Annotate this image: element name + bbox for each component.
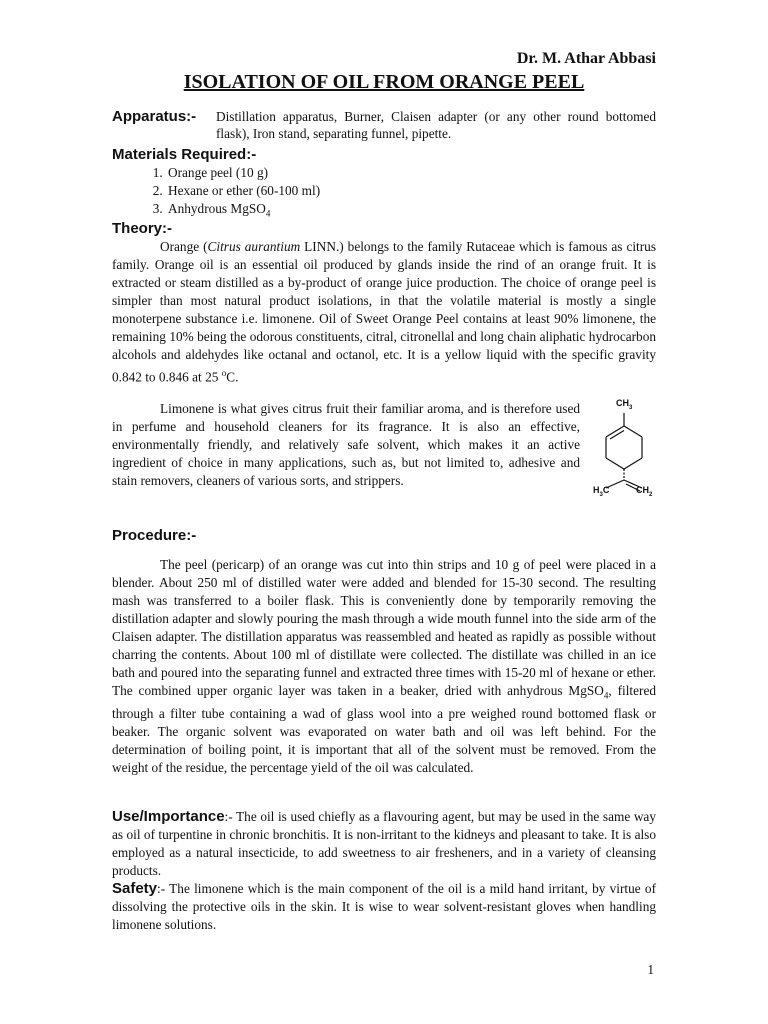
page-number: 1 — [647, 962, 654, 977]
theory-paragraph-2: Limonene is what gives citrus fruit their familiar aroma, and is therefore used in perfume and household cleaners for its fragrance. It is also an effective, environmentally friendly, and relatively safe solvent, which makes it an active ingredient of choice in many applications, such as, but not limited to, adhesive and stain removers, cleaners of various sorts, and strippers. — [112, 401, 580, 488]
apparatus-text: Distillation apparatus, Burner, Claisen adapter (or any other round bottomed flask), Iron stand, separating funnel, pipette. — [216, 109, 656, 141]
procedure-paragraph: The peel (pericarp) of an orange was cut into thin strips and 10 g of peel were placed in a blender. About 250 ml of distilled water were added and blended for 15-30 second. The resulting mash was transferred to a boiler flask. This is conveniently done by temporarily removing the distillation adapter and slowly pouring the mash through a wide mouth funnel into the side arm of the Claisen adapter. The distillation apparatus was reassembled and heated as rapidly as possible without charring the contents. About 100 ml of distillate were collected. The distillate was chilled in an ice bath and poured into the separating funnel and extracted three times with 15-20 ml of hexane or ether. The combined upper organic layer was taken in a beaker, dried with anhydrous MgSO$_4$, filtered through a filter tube containing a wad of glass wool into a pre weighed round bottomed flask or beaker. The organic solvent was evaporated on water bath and oil was left behind. For the determination of boiling point, it is important that all of the solvent must be removed. From the weight of the residue, the percentage yield of the oil was calculated. — [112, 557, 656, 775]
materials-heading: Materials Required:- — [112, 146, 257, 163]
safety-label: Safety — [112, 880, 158, 897]
use-paragraph: Use/Importance:- The oil is used chiefly as a flavouring agent, but may be used in the same way as oil of turpentine in chronic bronchitis. It is non-irritant to the kidneys and pleasant to take. It is also employed as a natural insecticide, to add sweetness to air fresheners, and in a variety of cleansing products. — [112, 808, 656, 878]
procedure-heading: Procedure:- — [112, 527, 197, 544]
list-item: 3. Anhydrous MgSO$_4$ — [166, 200, 320, 223]
theory-paragraph-1: Orange (Citrus aurantium LINN.) belongs to the family Rutaceae which is famous as citrus family. Orange oil is an essential oil produced by glands inside the rind of an orange fruit. It is extracted or steam distilled as a by-product of orange juice production. The choice of orange peel is simpler than most natural product isolations, in that the volatile material is mostly a single monoterpene substance i.e. limonene. Oil of Sweet Orange Peel contains at least 90% limonene, the remaining 10% being the odorous constituents, citral, citronellal and long chain aliphatic hydrocarbon alcohols and aldehydes like octanal and octanol, etc. It is a yellow liquid with the specific gravity 0.842 to 0.846 at 25 $^o$C. — [112, 239, 656, 385]
list-item: 2. Hexane or ether (60-100 ml) — [166, 182, 320, 200]
theory-heading: Theory:- — [112, 220, 172, 237]
materials-list — [142, 164, 320, 223]
page-title: ISOLATION OF OIL FROM ORANGE PEEL — [183, 71, 585, 93]
safety-paragraph: Safety:- The limonene which is the main component of the oil is a mild hand irritant, by virtue of dissolving the protective oils in the skin. It is wise to wear solvent-resistant gloves when handling limonene solutions. — [112, 880, 656, 932]
list-item: 1. Orange peel (10 g) — [166, 164, 320, 182]
structure-label-right: $CH_2$ — [636, 485, 653, 498]
apparatus-label: Apparatus:- — [112, 108, 197, 125]
structure-label-methyl: $CH_3$ — [616, 398, 633, 411]
author-name: Dr. M. Athar Abbasi — [516, 50, 656, 67]
apparatus-section — [112, 108, 656, 142]
use-label: Use/Importance — [112, 808, 225, 825]
structure-label-left: $H_3C$ — [593, 485, 610, 498]
